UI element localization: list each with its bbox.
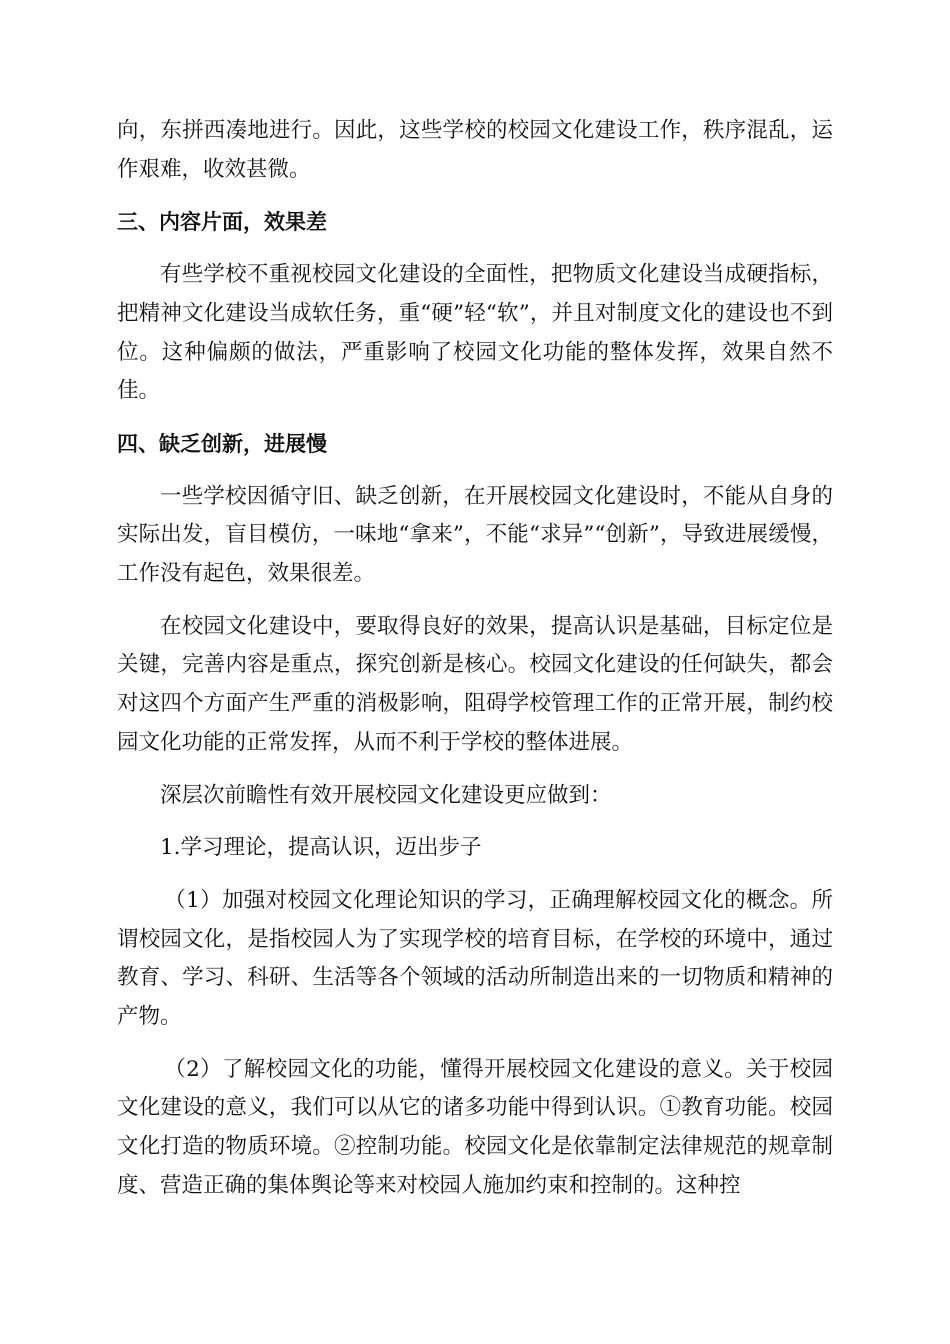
list-item-1: 1.学习理论，提高认识，迈出步子: [160, 835, 482, 861]
document-body: [117, 112, 833, 1220]
section-heading-4: 四、缺乏创新，进展慢: [117, 431, 327, 456]
sub-item-1: （1）加强对校园文化理论知识的学习，正确理解校园文化的概念。所谓校园文化，是指校园人为了实现学校的培育目标，在学校的环境中，通过教育、学习、科研、生活等各个领域的活动所制造出来的一切物质和精神的产物。: [117, 887, 833, 1030]
paragraph-content-partial: 有些学校不重视校园文化建设的全面性，把物质文化建设当成硬指标，把精神文化建设当成软任务，重“硬”轻“软”，并且对制度文化的建设也不到位。这种偏颇的做法，严重影响了校园文化功能的整体发挥，效果自然不佳。: [117, 262, 833, 404]
sub-item-2: （2）了解校园文化的功能，懂得开展校园文化建设的意义。关于校园文化建设的意义，我们可以从它的诸多功能中得到认识。①教育功能。校园文化打造的物质环境。②控制功能。校园文化是依靠制定法律规范的规章制度、营造正确的集体舆论等来对校园人施加约束和控制的。这种控: [117, 1056, 833, 1198]
paragraph-lack-innovation: 一些学校因循守旧、缺乏创新，在开展校园文化建设时，不能从自身的实际出发，盲目模仿，一味地“拿来”，不能“求异”“创新”，导致进展缓慢，工作没有起色，效果很差。: [117, 483, 833, 587]
paragraph-summary: 在校园文化建设中，要取得良好的效果，提高认识是基础，目标定位是关键，完善内容是重点，探究创新是核心。校园文化建设的任何缺失，都会对这四个方面产生严重的消极影响，阻碍学校管理工作的正常开展，制约校园文化功能的正常发挥，从而不利于学校的整体进展。: [117, 613, 833, 755]
section-heading-3: 三、内容片面，效果差: [117, 210, 327, 235]
paragraph-intro-list: 深层次前瞻性有效开展校园文化建设更应做到：: [160, 782, 612, 808]
paragraph-continuation: 向，东拼西凑地进行。因此，这些学校的校园文化建设工作，秩序混乱，运作艰难，收效甚微。: [117, 118, 833, 182]
